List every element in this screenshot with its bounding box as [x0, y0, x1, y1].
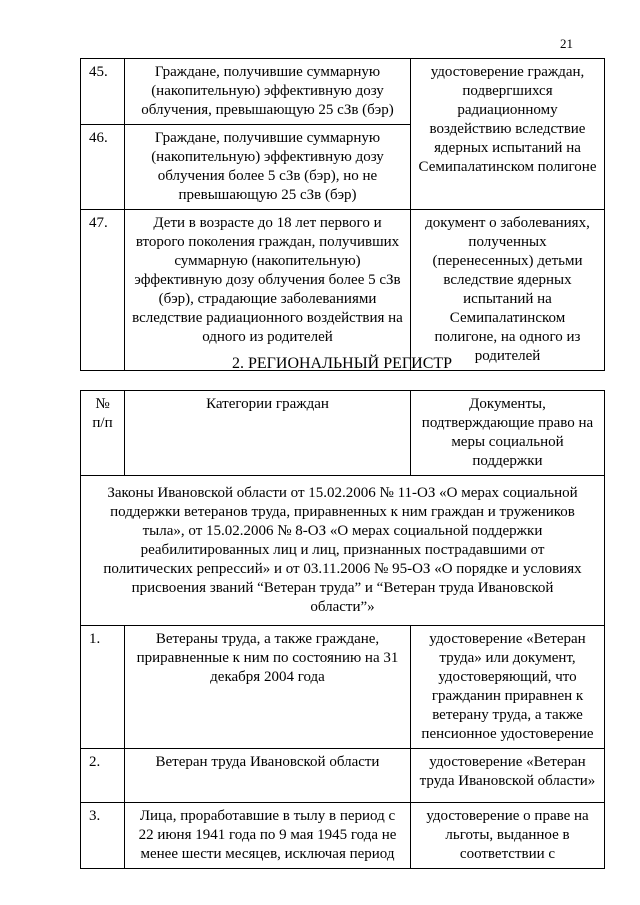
row-number: 2.: [81, 749, 125, 803]
page-number: 21: [560, 36, 573, 51]
table-header-row: [81, 391, 605, 476]
table-row: [81, 803, 605, 869]
document-cell: удостоверение о праве на льготы, выданное в соответствии с: [411, 803, 605, 869]
federal-register-table-continuation: [80, 58, 605, 371]
row-number: 47.: [81, 210, 125, 371]
document-cell: документ о заболеваниях, полученных (перенесенных) детьми вследствие ядерных испытаний на Семипалатинском полигоне, на одного из родителей: [411, 210, 605, 371]
document-cell: удостоверение «Ветеран труда» или документ, удостоверяющий, что гражданин приравнен к ветерану труда, а также пенсионное удостоверение: [411, 626, 605, 749]
row-number: 1.: [81, 626, 125, 749]
category-cell: Ветераны труда, а также граждане, приравненные к ним по состоянию на 31 декабря 2004 года: [125, 626, 411, 749]
category-cell: Ветеран труда Ивановской области: [125, 749, 411, 803]
document-cell: удостоверение «Ветеран труда Ивановской области»: [411, 749, 605, 803]
table-row: [81, 626, 605, 749]
row-number: 3.: [81, 803, 125, 869]
category-cell: Граждане, получившие суммарную (накопительную) эффективную дозу облучения, превышающую 25 сЗв (бэр): [125, 59, 411, 125]
regional-register-table: [80, 390, 605, 869]
category-cell: Лица, проработавшие в тылу в период с 22 июня 1941 года по 9 мая 1945 года не менее шести месяцев, исключая период: [125, 803, 411, 869]
table-row: [81, 59, 605, 125]
law-row: [81, 476, 605, 626]
section-title: 2. РЕГИОНАЛЬНЫЙ РЕГИСТР: [231, 355, 453, 372]
header-documents: Документы, подтверждающие право на меры социальной поддержки: [411, 391, 605, 476]
table-row: [81, 210, 605, 371]
header-category: Категории граждан: [125, 391, 411, 476]
header-number: № п/п: [81, 391, 125, 476]
law-reference: Законы Ивановской области от 15.02.2006 № 11-ОЗ «О мерах социальной поддержки ветеранов труда, приравненных к ним граждан и тружеников тыла», от 15.02.2006 № 8-ОЗ «О мерах социальной поддержки реабилитированных лиц и лиц, признанных пострадавшими от политических репрессий» и от 03.11.2006 № 95-ОЗ «О порядке и условиях присвоения званий “Ветеран труда” и “Ветеран труда Ивановской области”»: [81, 476, 605, 626]
document-cell: удостоверение граждан, подвергшихся радиационному воздействию вследствие ядерных испытаний на Семипалатинском полигоне: [411, 59, 605, 210]
category-cell: Дети в возрасте до 18 лет первого и второго поколения граждан, получивших суммарную (накопительную) эффективную дозу облучения более 5 сЗв (бэр), страдающие заболеваниями вследствие радиационного воздействия на одного из родителей: [125, 210, 411, 371]
table-row: [81, 749, 605, 803]
category-cell: Граждане, получившие суммарную (накопительную) эффективную дозу облучения более 5 сЗв (бэр), но не превышающую 25 сЗв (бэр): [125, 125, 411, 210]
row-number: 45.: [81, 59, 125, 125]
row-number: 46.: [81, 125, 125, 210]
